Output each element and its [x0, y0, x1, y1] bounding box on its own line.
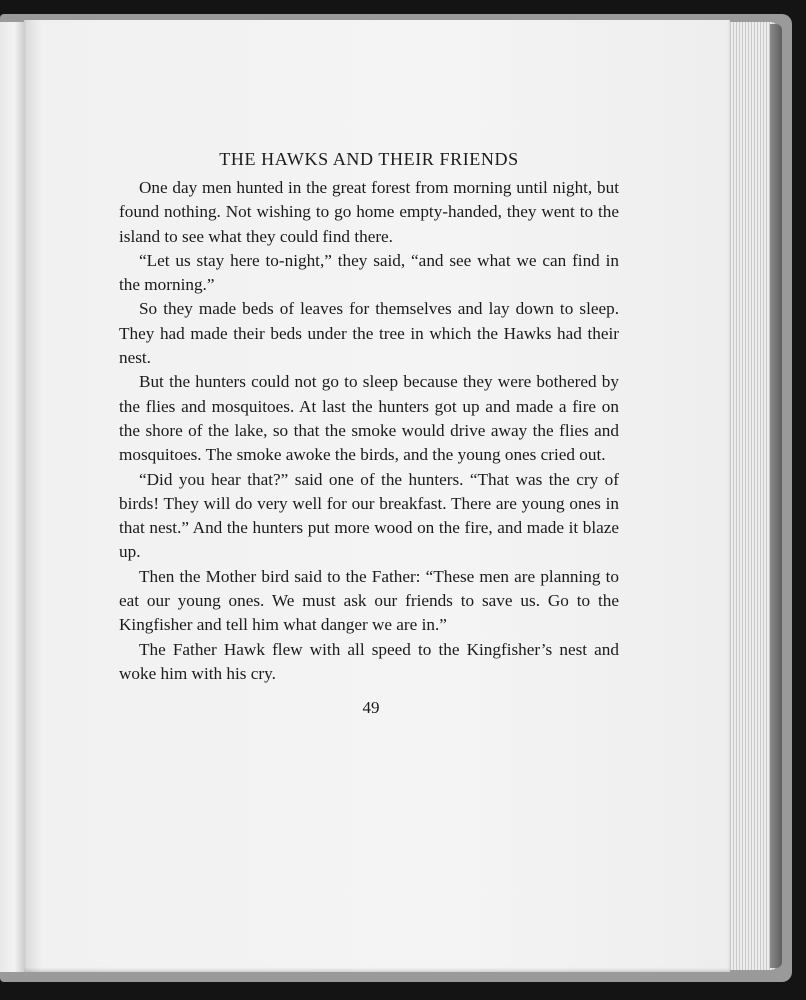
paragraph: One day men hunted in the great forest from morning until night, but found nothing. Not wishing to go home empty-handed, they went to the island to see what they could find there.	[119, 178, 619, 246]
left-page-edge	[0, 22, 24, 972]
paragraph: “Did you hear that?” said one of the hunters. “That was the cry of birds! They will do very well for our breakfast. There are young ones in that nest.” And the hunters put more wood on the fire, and made it blaze up.	[119, 469, 619, 562]
paragraph: The Father Hawk flew with all speed to the Kingfisher’s nest and woke him with his cry.	[119, 639, 619, 683]
running-head: THE HAWKS AND THEIR FRIENDS	[219, 149, 519, 169]
paragraph: So they made beds of leaves for themselves and lay down to sleep. They had made their beds under the tree in which the Hawks had their nest.	[119, 299, 619, 368]
paragraph: “Let us stay here to-night,” they said, “and see what we can find in the morning.”	[119, 250, 619, 295]
paragraph: Then the Mother bird said to the Father: “These men are planning to eat our young ones. We must ask our friends to save us. Go to the Kingfisher and tell him what danger we are in.”	[119, 566, 619, 635]
page-number: 49	[362, 698, 380, 718]
body-text	[119, 176, 619, 686]
book-page	[24, 20, 730, 972]
page-edges-shadow	[770, 24, 782, 968]
page-content	[119, 146, 619, 720]
paragraph: But the hunters could not go to sleep because they were bothered by the flies and mosquitoes. At last the hunters got up and made a fire on the shore of the lake, so that the smoke would drive away the flies and mosquitoes. The smoke awoke the birds, and the young ones cried out.	[119, 372, 619, 465]
